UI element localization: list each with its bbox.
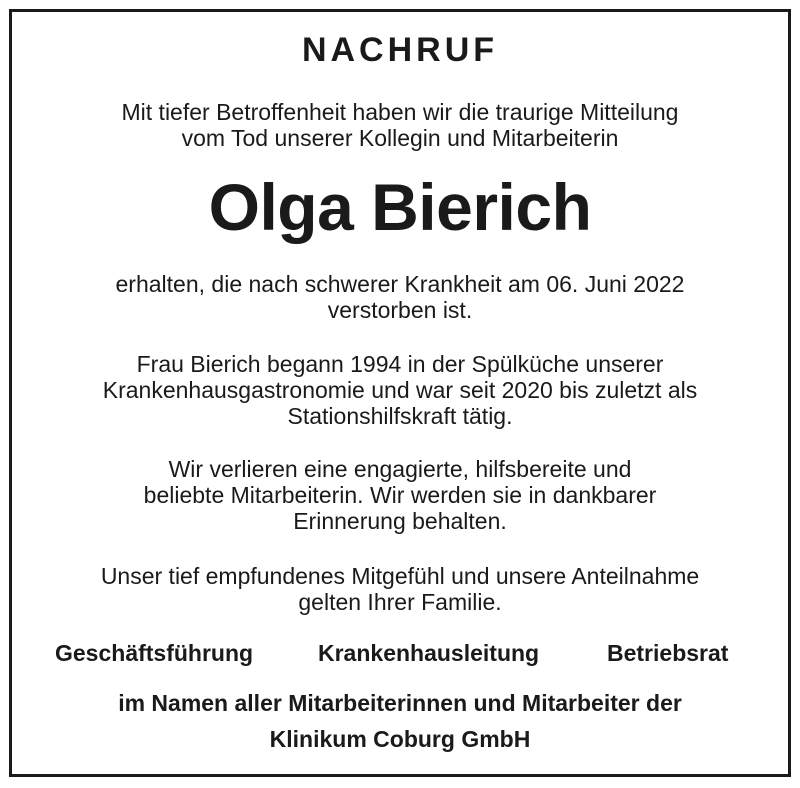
career-line-1: Frau Bierich begann 1994 in der Spülküche unserer [136,351,664,377]
tribute-line-3: Erinnerung behalten. [293,508,507,534]
closing-line-1: im Namen aller Mitarbeiterinnen und Mitarbeiter der [118,690,682,716]
condolence-line-2: gelten Ihrer Familie. [298,589,502,615]
deceased-name: Olga Bierich [208,170,592,244]
signers-row [0,638,800,668]
closing-line-2: Klinikum Coburg GmbH [269,726,531,752]
signer-works-council: Betriebsrat [607,640,729,666]
career-line-3: Stationshilfskraft tätig. [287,403,513,429]
tribute-line-1: Wir verlieren eine engagierte, hilfsbereite und [168,456,632,482]
intro-line-1: Mit tiefer Betroffenheit haben wir die traurige Mitteilung [121,99,679,125]
tribute-line-2: beliebte Mitarbeiterin. Wir werden sie in dankbarer [143,482,657,508]
signer-hospital-management: Krankenhausleitung [318,640,540,666]
career-line-2: Krankenhausgastronomie und war seit 2020 bis zuletzt als [102,377,698,403]
signer-management: Geschäftsführung [55,640,254,666]
death-line-1: erhalten, die nach schwerer Krankheit am 06. Juni 2022 [115,271,685,297]
intro-line-2: vom Tod unserer Kollegin und Mitarbeiterin [181,125,619,151]
condolence-line-1: Unser tief empfundenes Mitgefühl und unsere Anteilnahme [100,563,700,589]
obituary-title: NACHRUF [301,31,499,69]
death-line-2: verstorben ist. [327,297,473,323]
